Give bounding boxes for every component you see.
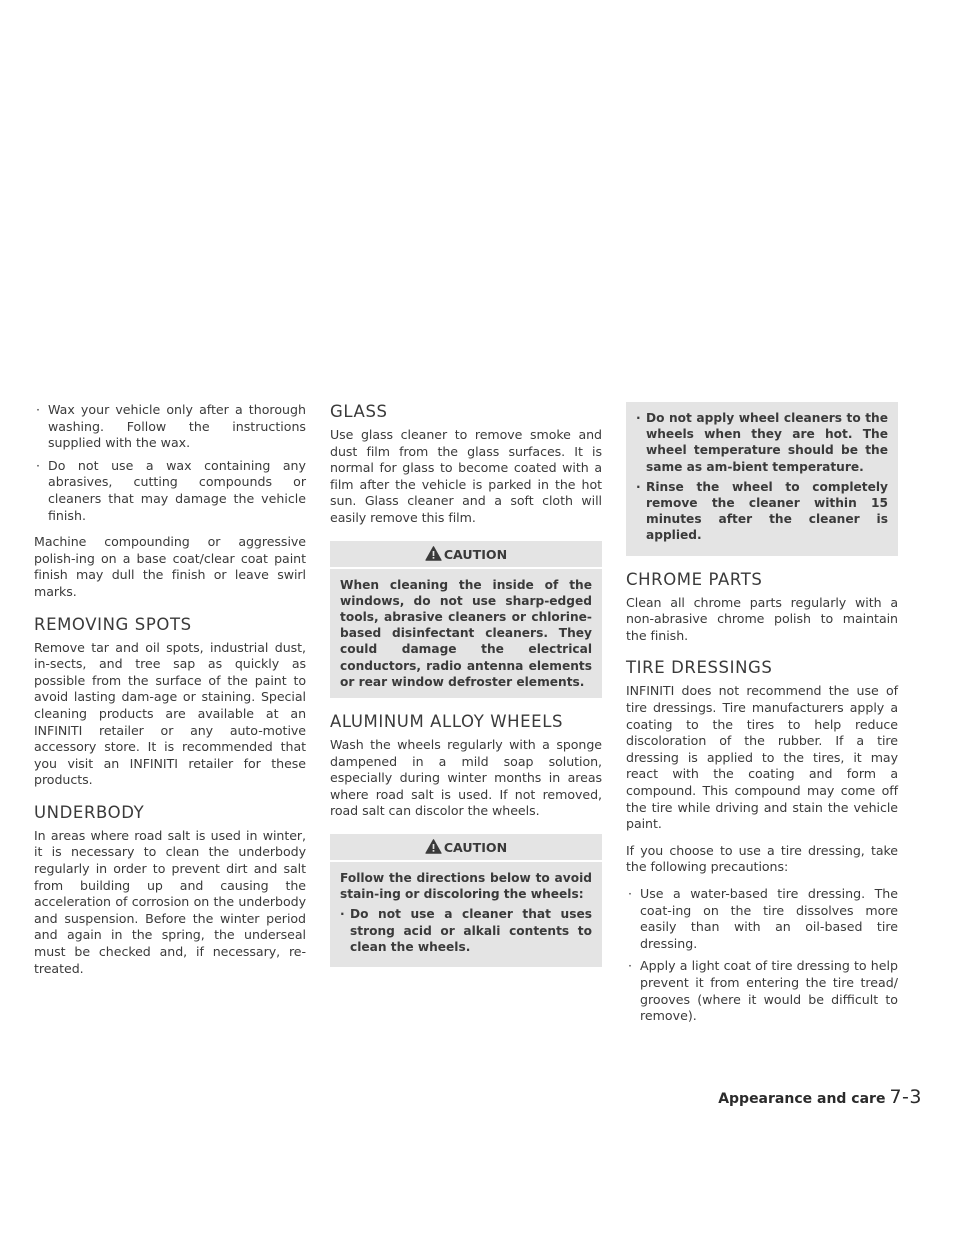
caution-text	[330, 862, 602, 967]
glass-heading: GLASS	[330, 402, 388, 421]
glass-paragraph: Use glass cleaner to remove smoke and dust film from the glass surfaces. It is normal for glass to become coated with a film after the vehicle is parked in the hot sun. Glass cleaner and a soft cloth will easily remove this film.	[330, 427, 602, 525]
warning-triangle-icon	[425, 546, 442, 561]
underbody-paragraph: In areas where road salt is used in winter, it is necessary to clean the underbody regularly in order to prevent dirt and salt from building up and causing the acceleration of corrosion on the underbody and suspension. Before the winter period and again in the spring, the underseal must be checked and, if necessary, re-treated.	[34, 827, 306, 976]
column-right	[626, 402, 898, 1035]
aluminum-wheels-paragraph: Wash the wheels regularly with a sponge dampened in a mild soap solution, especially during winter months in areas where road salt is used. If not removed, road salt can discolor the wheels.	[330, 736, 602, 819]
page-number: 7-3	[889, 1086, 922, 1108]
tire-precautions-intro: If you choose to use a tire dressing, take the following precautions:	[626, 842, 898, 875]
underbody-heading: UNDERBODY	[34, 802, 145, 822]
chrome-parts-paragraph: Clean all chrome parts regularly with a non-abrasive chrome polish to maintain the finish.	[626, 594, 898, 643]
caution-label: CAUTION	[443, 546, 508, 562]
machine-compounding-paragraph: Machine compounding or aggressive polish-ing on a base coat/clear coat paint finish may dull the finish or leave swirl marks.	[34, 534, 306, 599]
list-item: · Do not use a cleaner that uses strong acid or alkali contents to clean the wheels.	[340, 906, 592, 955]
page-footer	[718, 1086, 922, 1108]
caution-box-continued	[626, 402, 898, 556]
caution-label: CAUTION	[443, 839, 508, 855]
list-item: · Apply a light coat of tire dressing to help prevent it from entering the tire tread/ grooves (where it would be difficult to remove).	[626, 958, 898, 1024]
caution-box-glass	[330, 541, 602, 698]
list-item: · Rinse the wheel to completely remove the cleaner within 15 minutes after the cleaner is applied.	[636, 479, 888, 544]
section-title: Appearance and care	[718, 1091, 886, 1107]
column-middle	[330, 402, 602, 977]
wax-bullet-list	[34, 402, 306, 524]
warning-triangle-icon	[425, 839, 442, 854]
tire-precautions-list	[626, 886, 898, 1025]
list-item: · Wax your vehicle only after a thorough washing. Follow the instructions supplied with the wax.	[34, 402, 306, 452]
list-item: · Do not apply wheel cleaners to the wheels when they are hot. The wheel temperature should be the same as am-bient temperature.	[636, 410, 888, 475]
tire-dressings-paragraph: INFINITI does not recommend the use of tire dressings. Tire manufacturers apply a coating to the tires to help reduce discoloration of the rubber. If a tire dressing is applied to the tires, it may react with the coating and form a compound. This compound may come off the tire while driving and stain the vehicle paint.	[626, 683, 898, 832]
aluminum-wheels-heading: ALUMINUM ALLOY WHEELS	[330, 711, 564, 731]
caution-header	[330, 541, 602, 569]
caution-header	[330, 834, 602, 862]
chrome-parts-heading: CHROME PARTS	[626, 569, 763, 589]
caution-intro: Follow the directions below to avoid stain-ing or discoloring the wheels:	[340, 870, 592, 902]
removing-spots-heading: REMOVING SPOTS	[34, 614, 192, 634]
caution-text: When cleaning the inside of the windows, do not use sharp-edged tools, abrasive cleaners or chlorine-based disinfectant cleaners. They could damage the electrical conductors, radio antenna elements or rear window defroster elements.	[340, 577, 592, 689]
removing-spots-paragraph: Remove tar and oil spots, industrial dust, in-sects, and tree sap as quickly as possible from the surface of the paint to avoid lasting dam-age or staining. Special cleaning products are available at an INFINITI retailer or any auto-motive accessory store. It is recommended that you visit an INFINITI retailer for these products.	[34, 639, 306, 788]
tire-dressings-heading: TIRE DRESSINGS	[626, 658, 773, 678]
caution-list	[636, 410, 888, 544]
column-left	[34, 402, 306, 987]
list-item: · Use a water-based tire dressing. The coat-ing on the tire dissolves more easily than with an oil-based tire dressing.	[626, 886, 898, 952]
list-item: · Do not use a wax containing any abrasives, cutting compounds or cleaners that may damage the vehicle finish.	[34, 458, 306, 524]
caution-box-wheels	[330, 834, 602, 967]
caution-list	[340, 906, 592, 955]
